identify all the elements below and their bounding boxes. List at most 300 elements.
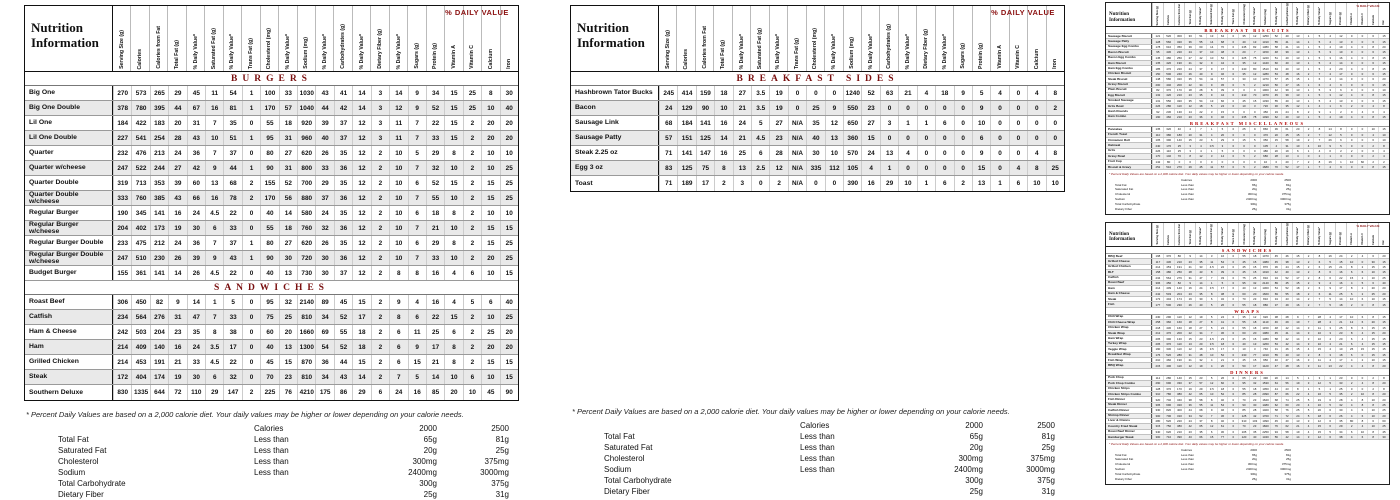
value-cell: 15 — [444, 310, 462, 324]
value-cell: 10 — [444, 221, 462, 235]
value-cell: 45 — [1281, 133, 1292, 137]
value-cell: 25 — [1292, 397, 1303, 401]
value-cell: 500 — [1163, 72, 1174, 76]
column-header — [223, 6, 241, 71]
value-cell: 4 — [1324, 45, 1335, 49]
value-cell: 310 — [1238, 419, 1249, 423]
value-cell: 14 — [1184, 109, 1195, 113]
value-cell: 29 — [168, 86, 186, 100]
item-name: Ham — [1106, 286, 1152, 290]
value-cell: 61 — [1217, 424, 1228, 428]
value-cell: 2 — [463, 340, 481, 354]
daily-values-cell: 81g — [495, 435, 509, 444]
value-cell: 330 — [1152, 408, 1163, 412]
value-cell: 10 — [1292, 143, 1303, 147]
value-cell: 500 — [1163, 302, 1174, 306]
value-cell: 7 — [408, 161, 426, 175]
value-cell: 0 — [1357, 77, 1368, 81]
table-row — [25, 101, 518, 116]
value-cell: 8 — [1367, 66, 1378, 70]
value-cell: 10 — [1346, 297, 1357, 301]
value-cell: 1 — [1324, 109, 1335, 113]
value-cell: 0 — [1346, 138, 1357, 142]
column-header-label: Sodium (mg) — [849, 37, 856, 69]
value-cell: 2 — [242, 176, 260, 190]
value-cell: 0 — [242, 221, 260, 235]
value-cell: 0 — [1357, 143, 1368, 147]
value-cell: 4 — [1313, 104, 1324, 108]
value-cell: 2090 — [1260, 392, 1271, 396]
value-cell: 15 — [408, 355, 426, 369]
value-cell: 95 — [260, 295, 278, 309]
value-cell: 55 — [426, 191, 444, 205]
column-header-label: Saturated Fat (g) — [210, 27, 217, 69]
value-cell: 177 — [1152, 302, 1163, 306]
value-cell: 0 — [1027, 101, 1045, 115]
value-cell: 10 — [1367, 276, 1378, 280]
table-row — [25, 191, 518, 206]
value-cell: 3 — [1324, 56, 1335, 60]
value-cell: 15 — [1378, 34, 1389, 38]
value-cell: 6 — [1313, 265, 1324, 269]
value-cell: 0 — [806, 176, 824, 191]
value-cell: 33 — [426, 131, 444, 145]
value-cell: 6 — [1313, 286, 1324, 290]
value-cell: 0 — [1227, 56, 1238, 60]
value-cell: 21 — [733, 131, 751, 145]
value-cell: 214 — [113, 340, 131, 354]
value-cell: 72 — [1281, 414, 1292, 418]
value-cell: 2 — [1303, 127, 1314, 131]
value-cell: 0 — [898, 161, 916, 175]
value-cell: 5 — [1206, 326, 1217, 330]
value-cell: 20 — [1270, 133, 1281, 137]
value-cell: 1 — [1206, 149, 1217, 153]
value-cell: 1 — [917, 176, 935, 191]
value-cell: 2 — [1357, 276, 1368, 280]
daily-values-cell: 2400mg — [408, 468, 437, 477]
value-cell: 409 — [131, 340, 149, 354]
value-cell: 0 — [1227, 127, 1238, 131]
value-cell: 29 — [1281, 320, 1292, 324]
value-cell: 5 — [1324, 392, 1335, 396]
value-cell: 14 — [1292, 297, 1303, 301]
column-header-label: Saturated Fat (g) — [756, 27, 763, 69]
value-cell: 21 — [1292, 424, 1303, 428]
value-cell: 4 — [1357, 342, 1368, 346]
value-cell: 10 — [1367, 408, 1378, 412]
value-cell: 80 — [1249, 66, 1260, 70]
value-cell: 6 — [1367, 50, 1378, 54]
value-cell: 2 — [1357, 286, 1368, 290]
value-cell: 105 — [1238, 430, 1249, 434]
value-cell: 3.5 — [751, 86, 769, 100]
value-cell: 41 — [1281, 39, 1292, 43]
value-cell: 0 — [1346, 127, 1357, 131]
value-cell: 55 — [1195, 39, 1206, 43]
value-cell: 20 — [1195, 342, 1206, 346]
value-cell: 4 — [1346, 56, 1357, 60]
value-cell: 230 — [1174, 302, 1185, 306]
value-cell: 780 — [131, 101, 149, 115]
value-cell: 15 — [1378, 99, 1389, 103]
value-cell: 0 — [825, 176, 843, 191]
value-cell: 250 — [1174, 270, 1185, 274]
value-cell: 55 — [1195, 403, 1206, 407]
value-cell: 2 — [1303, 160, 1314, 164]
item-name: Southern Deluxe — [25, 385, 113, 400]
value-cell: 0 — [1227, 77, 1238, 81]
value-cell: 0 — [242, 146, 260, 160]
value-cell: 10 — [444, 251, 462, 265]
value-cell: 34 — [315, 310, 333, 324]
value-cell: 360 — [1163, 320, 1174, 324]
daily-values-table — [1109, 177, 1386, 211]
value-cell: 8 — [1357, 397, 1368, 401]
value-cell: 10 — [1335, 347, 1346, 351]
value-cell: 190 — [1152, 115, 1163, 119]
value-cell: 573 — [131, 86, 149, 100]
value-cell: 44 — [334, 355, 352, 369]
value-cell: 34 — [315, 370, 333, 384]
value-cell: 5 — [1206, 104, 1217, 108]
value-cell: 15 — [1378, 270, 1389, 274]
value-cell: 15 — [1378, 336, 1389, 340]
value-cell: 247 — [113, 251, 131, 265]
item-name: Biscuit & Gravy — [1106, 165, 1152, 169]
value-cell: 14 — [1335, 61, 1346, 65]
value-cell: 40 — [1281, 66, 1292, 70]
value-cell: 300 — [1152, 435, 1163, 439]
value-cell: 1335 — [131, 385, 149, 400]
value-cell: 4 — [1303, 392, 1314, 396]
value-cell: 2 — [371, 161, 389, 175]
value-cell: 90 — [260, 161, 278, 175]
column-header — [1174, 3, 1185, 26]
value-cell: 9 — [205, 251, 223, 265]
column-header — [1292, 3, 1303, 26]
value-cell: 7 — [1313, 165, 1324, 169]
column-header — [1195, 3, 1206, 26]
table-row — [25, 206, 518, 221]
column-header-label: Vitamin A — [450, 45, 457, 69]
value-cell: 9 — [1206, 61, 1217, 65]
value-cell: 200 — [1152, 83, 1163, 87]
value-cell: 25 — [500, 310, 518, 324]
item-name: Hamburger Steak — [1106, 435, 1152, 439]
value-cell: 170 — [1152, 154, 1163, 158]
value-cell: 4 — [1324, 72, 1335, 76]
value-cell: 860 — [1260, 127, 1271, 131]
item-name: Sausage Link — [571, 116, 659, 130]
value-cell: 11 — [1324, 292, 1335, 296]
value-cell: 3.5 — [1206, 387, 1217, 391]
value-cell: 0 — [1357, 115, 1368, 119]
value-cell: 240 — [1238, 66, 1249, 70]
value-cell: 750 — [1163, 424, 1174, 428]
value-cell: 15 — [481, 221, 499, 235]
item-name: Fish Wrap — [1106, 358, 1152, 362]
value-cell: 9 — [1324, 143, 1335, 147]
value-cell: 4 — [1303, 347, 1314, 351]
value-cell: 13 — [1184, 342, 1195, 346]
value-cell: 17 — [1335, 358, 1346, 362]
value-cell: 5 — [1313, 39, 1324, 43]
value-cell: 35 — [1195, 292, 1206, 296]
value-cell: 15 — [1367, 326, 1378, 330]
value-cell: 37 — [1195, 419, 1206, 423]
value-cell: 35 — [334, 146, 352, 160]
value-cell: 5 — [1292, 376, 1303, 380]
value-cell: 0 — [1027, 116, 1045, 130]
value-cell: 230 — [1238, 353, 1249, 357]
value-cell: 244 — [150, 161, 168, 175]
value-cell: 66 — [1281, 392, 1292, 396]
value-cell: 8 — [1367, 165, 1378, 169]
value-cell: 450 — [1260, 109, 1271, 113]
value-cell: 0 — [1357, 45, 1368, 49]
value-cell: 31 — [1195, 133, 1206, 137]
table-row — [25, 266, 518, 281]
value-cell: 23 — [861, 101, 879, 115]
value-cell: 2 — [1367, 154, 1378, 158]
value-cell: 300 — [1152, 414, 1163, 418]
value-cell: 470 — [1163, 66, 1174, 70]
value-cell: 4 — [1324, 99, 1335, 103]
value-cell: 60 — [1195, 45, 1206, 49]
value-cell: 15 — [1270, 138, 1281, 142]
item-name: Bacon Biscuit — [1106, 50, 1152, 54]
value-cell: 18 — [1249, 320, 1260, 324]
value-cell: 233 — [113, 236, 131, 250]
value-cell: 9 — [1249, 127, 1260, 131]
value-cell: 254 — [150, 131, 168, 145]
value-cell: 2 — [1249, 165, 1260, 169]
value-cell: 6 — [389, 325, 407, 339]
value-cell: 580 — [297, 206, 315, 220]
column-header-label: % Daily Value* — [229, 33, 236, 69]
value-cell: 66 — [1217, 99, 1228, 103]
column-header-label: Cholesterol (mg) — [1242, 224, 1246, 245]
value-cell: 43 — [1281, 297, 1292, 301]
value-cell: 12 — [352, 251, 370, 265]
value-cell: 24 — [187, 206, 205, 220]
value-cell: 9 — [408, 340, 426, 354]
value-cell: 12 — [352, 116, 370, 130]
value-cell: 0 — [1346, 109, 1357, 113]
value-cell: 20 — [1378, 331, 1389, 335]
value-cell: 320 — [1163, 127, 1174, 131]
value-cell: 39 — [1217, 270, 1228, 274]
item-name: Roast Beef Dinner — [1106, 430, 1152, 434]
value-cell: 0 — [1249, 149, 1260, 153]
value-cell: 3.5 — [751, 101, 769, 115]
value-cell: 12 — [352, 176, 370, 190]
value-cell: 24 — [861, 146, 879, 160]
value-cell: 20 — [1367, 286, 1378, 290]
value-cell: 55 — [1270, 39, 1281, 43]
value-cell: 10 — [1367, 270, 1378, 274]
table-row — [571, 116, 1064, 131]
column-header — [297, 6, 315, 71]
daily-values-cell: 81g — [1285, 452, 1291, 457]
value-cell: 68 — [659, 116, 677, 130]
column-header — [186, 6, 204, 71]
value-cell: 15 — [1292, 77, 1303, 81]
value-cell: 0 — [1227, 342, 1238, 346]
value-cell: 0 — [1227, 376, 1238, 380]
value-cell: 3 — [1303, 336, 1314, 340]
item-name: Regular Burger w/cheese — [25, 221, 113, 235]
value-cell: 170 — [260, 101, 278, 115]
value-cell: 37 — [334, 266, 352, 280]
value-cell: 32 — [1195, 358, 1206, 362]
value-cell: 82 — [150, 295, 168, 309]
value-cell: 25 — [1346, 347, 1357, 351]
value-cell: 6 — [371, 385, 389, 400]
value-cell: 0 — [1238, 143, 1249, 147]
value-cell: 17 — [1249, 363, 1260, 367]
column-header-label: Dietary Fiber (g) — [1307, 225, 1311, 245]
value-cell: 258 — [1152, 320, 1163, 324]
column-header-label: Dietary Fiber (g) — [923, 29, 930, 69]
column-header — [1238, 223, 1249, 246]
value-cell: 0 — [990, 101, 1008, 115]
value-cell: 8 — [444, 236, 462, 250]
daily-values-table — [24, 423, 519, 500]
value-cell: 2 — [463, 325, 481, 339]
value-cell: 14 — [1335, 297, 1346, 301]
value-cell: 1 — [880, 161, 898, 175]
value-cell: 15 — [1206, 435, 1217, 439]
value-cell: 39 — [1281, 93, 1292, 97]
value-cell: 70 — [1238, 397, 1249, 401]
value-cell: 2 — [463, 131, 481, 145]
value-cell: 306 — [113, 295, 131, 309]
value-cell: 9 — [1206, 93, 1217, 97]
value-cell: 16 — [1292, 72, 1303, 76]
value-cell: 0 — [1270, 160, 1281, 164]
value-cell: 15 — [1378, 265, 1389, 269]
item-name: Steak 2.25 oz — [571, 146, 659, 160]
value-cell: 6 — [1367, 61, 1378, 65]
value-cell: 71 — [1270, 414, 1281, 418]
value-cell: 48 — [1281, 72, 1292, 76]
value-cell: 564 — [131, 310, 149, 324]
value-cell: 110 — [1174, 363, 1185, 367]
value-cell: 1 — [1303, 88, 1314, 92]
daily-values-cell: 375g — [1284, 471, 1291, 476]
value-cell: 89 — [315, 295, 333, 309]
value-cell: 9 — [408, 86, 426, 100]
value-cell: 3 — [1303, 435, 1314, 439]
item-name: Gravy Biscuit — [1106, 83, 1152, 87]
value-cell: 45 — [1238, 259, 1249, 263]
item-name: Grilled Chicken — [1106, 265, 1152, 269]
value-cell: 0 — [1227, 39, 1238, 43]
value-cell: 12 — [825, 116, 843, 130]
value-cell: 30 — [1249, 403, 1260, 407]
value-cell: 110 — [1174, 342, 1185, 346]
value-cell: 6 — [1313, 83, 1324, 87]
value-cell: 4 — [1292, 154, 1303, 158]
value-cell: 24 — [659, 101, 677, 115]
value-cell: 0 — [1227, 302, 1238, 306]
value-cell: 3 — [1324, 88, 1335, 92]
value-cell: 3 — [1303, 342, 1314, 346]
value-cell: 0 — [1367, 149, 1378, 153]
item-name: Catfish — [25, 310, 113, 324]
value-cell: 33 — [187, 355, 205, 369]
value-cell: 140 — [1174, 286, 1185, 290]
value-cell: 0 — [1238, 133, 1249, 137]
value-cell: 620 — [297, 236, 315, 250]
value-cell: 55 — [1270, 99, 1281, 103]
value-cell: 440 — [1163, 83, 1174, 87]
value-cell: 0 — [898, 101, 916, 115]
daily-values-row — [570, 464, 1065, 475]
value-cell: 29 — [205, 385, 223, 400]
value-cell: 15 — [1184, 336, 1195, 340]
value-cell: 522 — [131, 161, 149, 175]
value-cell: 23 — [1335, 376, 1346, 380]
table-row — [571, 176, 1064, 191]
value-cell: 125 — [696, 131, 714, 145]
value-cell: 25 — [426, 325, 444, 339]
value-cell: 33 — [1335, 381, 1346, 385]
daily-values-cell: Less than — [254, 457, 289, 466]
value-cell: 24 — [1217, 326, 1228, 330]
value-cell: 0 — [1227, 408, 1238, 412]
value-cell: 34 — [1335, 430, 1346, 434]
value-cell: 44 — [1184, 408, 1195, 412]
value-cell: 18 — [1195, 104, 1206, 108]
value-cell: 45 — [1238, 265, 1249, 269]
column-header-label: Dietary Fiber (g) — [1307, 5, 1311, 25]
value-cell: 10 — [1313, 342, 1324, 346]
value-cell: 17 — [1335, 72, 1346, 76]
value-cell: 0 — [1227, 165, 1238, 169]
column-header-label: % Daily Value* — [1296, 227, 1300, 245]
value-cell: 0 — [1357, 127, 1368, 131]
value-cell: 450 — [1163, 281, 1174, 285]
value-cell: 2 — [371, 310, 389, 324]
value-cell: 6 — [1324, 435, 1335, 439]
value-cell: 4 — [1270, 143, 1281, 147]
value-cell: 40 — [260, 206, 278, 220]
value-cell: 475 — [131, 236, 149, 250]
value-cell: 15 — [1378, 342, 1389, 346]
value-cell: 265 — [150, 86, 168, 100]
value-cell: 15 — [444, 131, 462, 145]
value-cell: 6 — [1367, 254, 1378, 258]
value-cell: 370 — [1163, 88, 1174, 92]
value-cell: 5 — [1324, 297, 1335, 301]
value-cell: 18 — [1249, 302, 1260, 306]
item-name: Fish — [1106, 302, 1152, 306]
value-cell: 191 — [150, 355, 168, 369]
value-cell: 21 — [1184, 61, 1195, 65]
value-cell: 7 — [1303, 320, 1314, 324]
value-cell: 40 — [806, 131, 824, 145]
value-cell: 26 — [1324, 138, 1335, 142]
value-cell: 36 — [1184, 39, 1195, 43]
value-cell: 56 — [1281, 381, 1292, 385]
value-cell: 4.5 — [751, 131, 769, 145]
value-cell: 24 — [389, 385, 407, 400]
item-name: Grits Bowl — [1106, 104, 1152, 108]
value-cell: 6 — [1367, 34, 1378, 38]
